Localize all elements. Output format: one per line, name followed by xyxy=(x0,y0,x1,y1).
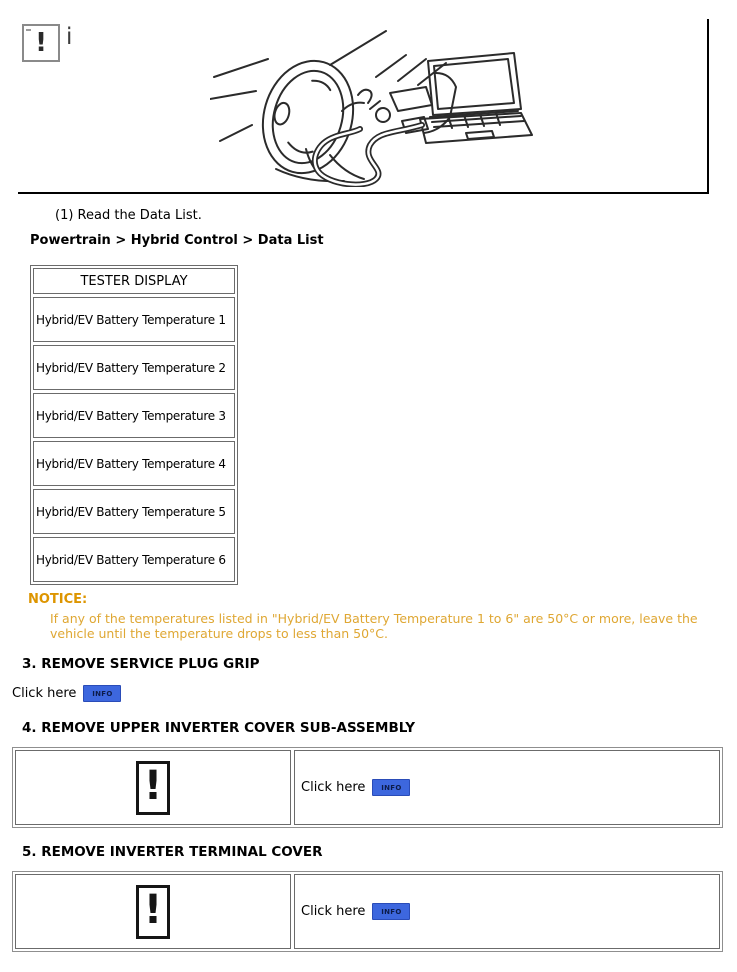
substep-text: (1) Read the Data List. xyxy=(55,208,202,223)
click-here-link[interactable]: Click here xyxy=(301,780,366,795)
exclamation-icon: ! xyxy=(143,886,163,933)
click-here-link[interactable]: Click here xyxy=(12,686,77,701)
tester-display-table xyxy=(30,265,238,585)
section-heading-4: 4. REMOVE UPPER INVERTER COVER SUB-ASSEMBLY xyxy=(22,720,416,736)
caution-icon xyxy=(22,24,60,62)
click-here-row-3 xyxy=(12,685,121,702)
illustration-panel xyxy=(18,19,709,194)
vehicle-laptop-illustration xyxy=(210,29,560,187)
link-cell xyxy=(294,750,720,825)
broken-image-dash-icon xyxy=(26,29,31,31)
notice-label: NOTICE: xyxy=(28,592,88,607)
click-here-row-5 xyxy=(301,903,410,920)
table-header: TESTER DISPLAY xyxy=(33,268,235,294)
info-button[interactable]: INFO xyxy=(372,779,410,796)
table-row: Hybrid/EV Battery Temperature 4 xyxy=(33,441,235,486)
section-4-table xyxy=(12,747,723,828)
section-heading-3: 3. REMOVE SERVICE PLUG GRIP xyxy=(22,656,260,672)
table-row: Hybrid/EV Battery Temperature 3 xyxy=(33,393,235,438)
section-5-table xyxy=(12,871,723,952)
click-here-link[interactable]: Click here xyxy=(301,904,366,919)
table-row: Hybrid/EV Battery Temperature 2 xyxy=(33,345,235,390)
table-row: Hybrid/EV Battery Temperature 1 xyxy=(33,297,235,342)
caution-icon xyxy=(136,885,170,939)
link-cell xyxy=(294,874,720,949)
click-here-row-4 xyxy=(301,779,410,796)
exclamation-icon: ! xyxy=(143,762,163,809)
line-art-svg xyxy=(210,29,560,187)
notice-text: If any of the temperatures listed in "Hybrid/EV Battery Temperature 1 to 6" are 50°C or more, leave the vehicle until the temperature drops to less than 50°C. xyxy=(50,611,698,641)
table-row: Hybrid/EV Battery Temperature 6 xyxy=(33,537,235,582)
table-row: Hybrid/EV Battery Temperature 5 xyxy=(33,489,235,534)
breadcrumb: Powertrain > Hybrid Control > Data List xyxy=(30,233,324,248)
exclamation-icon: ! xyxy=(35,28,47,58)
section-heading-5: 5. REMOVE INVERTER TERMINAL COVER xyxy=(22,844,323,860)
caution-icon xyxy=(136,761,170,815)
info-button[interactable]: INFO xyxy=(83,685,121,702)
info-button[interactable]: INFO xyxy=(372,903,410,920)
info-char: i xyxy=(66,24,73,50)
caution-cell xyxy=(15,750,291,825)
caution-cell xyxy=(15,874,291,949)
